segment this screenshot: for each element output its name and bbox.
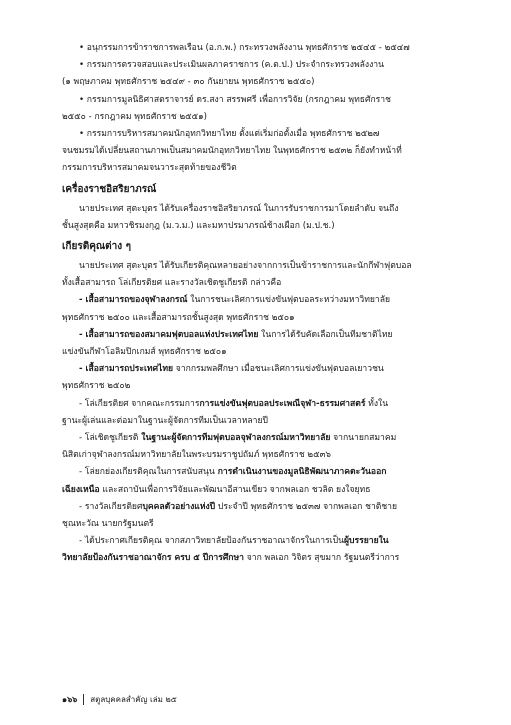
body-paragraph-line: นายประเทศ สุตะบุตร ได้รับเครื่องราชอิสริยาภรณ์ ในการรับราชการมาโดยลำดับ จนถึง [79,203,399,214]
body-paragraph-line: - ได้ประกาศเกียรติคุณ จากสภาวิทยาลัยป้องกันราชอาณาจักรในการเป็นผู้บรรยายใน [79,536,389,547]
body-paragraph-line: - เสื้อสามารถของจุฬาลงกรณ์ ในการชนะเลิศการแข่งขันฟุตบอลระหว่างมหาวิทยาลัย [79,295,391,306]
page-footer [62,693,472,706]
section-heading: เกียรติคุณต่าง ๆ [62,241,132,253]
body-paragraph-line: ชั้นสูงสุดคือ มหาวชิรมงกุฎ (ม.ว.ม.) และมหาปรมาภรณ์ช้างเผือก (ม.ป.ช.) [62,220,335,231]
body-paragraph-line: • กรรมการมูลนิธิศาสตราจารย์ ดร.สงา สรรพศรี เพื่อการวิจัย (กรกฎาคม พุทธศักราช [79,94,391,105]
body-paragraph-line: - โล่เชิดชูเกียรติ ในฐานะผู้จัดการทีมฟุตบอลจุฬาลงกรณ์มหาวิทยาลัย จากนายกสมาคม [79,433,397,444]
body-paragraph-line: • กรรมการตรวจสอบและประเมินผลภาคราชการ (ค.ต.ป.) ประจำกระทรวงพลังงาน [79,60,384,71]
body-paragraph-line: เฉียงเหนือ และสถาบันเพื่อการวิจัยและพัฒนาอีสานเขียว จากพลเอก ชวลิต ยงใจยุทธ [62,484,371,495]
body-paragraph-line: - โล่ยกย่องเกียรติคุณในการสนับสนุน การดำเนินงานของมูลนิธิพัฒนาภาคตะวันออก [79,467,387,478]
page-body [62,40,472,568]
body-paragraph-line: นิสิตเก่าจุฬาลงกรณ์มหาวิทยาลัยในพระบรมราชูปถัมภ์ พุทธศักราช ๒๕๓๖ [62,450,331,461]
body-paragraph-line: - รางวัลเกียรติยศบุคคลตัวอย่างแห่งปี ประจำปี พุทธศักราช ๒๕๓๗ จากพลเอก ชาติชาย [79,501,398,512]
body-paragraph-line: - เสื้อสามารถประเทศไทย จากกรมพลศึกษา เมื่อชนะเลิศการแข่งขันฟุตบอลเยาวชน [79,364,384,375]
body-paragraph-line: ชุณหะวัณ นายกรัฐมนตรี [62,519,154,530]
body-paragraph-line: - โล่เกียรติยศ จากคณะกรรมการการแข่งขันฟุตบอลประเพณีจุฬา-ธรรมศาสตร์ ทั้งใน [79,398,389,409]
body-paragraph-line: - เสื้อสามารถของสมาคมฟุตบอลแห่งประเทศไทย ในการได้รับคัดเลือกเป็นทีมชาติไทย [79,329,393,340]
body-paragraph-line: จนชมรมได้เปลี่ยนสถานภาพเป็นสมาคมนักอุทกวิทยาไทย ในพุทธศักราช ๒๕๓๒ ก็ยังทำหน้าที่ [62,146,402,157]
body-paragraph-line: • อนุกรรมการข้าราชการพลเรือน (อ.ก.พ.) กระทรวงพลังงาน พุทธศักราช ๒๕๔๕ - ๒๕๔๗ [79,43,410,53]
body-paragraph-line: ทั้งเสื้อสามารถ โล่เกียรติยศ และรางวัลเชิดชูเกียรติ กล่าวคือ [62,278,282,289]
body-paragraph-line: พุทธศักราช ๒๕๐๒ [62,381,131,392]
body-paragraph-line: วิทยาลัยป้องกันราชอาณาจักร ครบ ๕ ปีการศึกษา จาก พลเอก วิจิตร สุขมาก รัฐมนตรีว่าการ [62,553,400,564]
book-title: สตูลบุคคลสำคัญ เล่ม ๒๕ [90,695,177,704]
page-number: ๑๖๖ [62,695,78,704]
body-paragraph-line: กรรมการบริหารสมาคมจนวาระสุดท้ายของชีวิต [62,163,237,174]
footer-divider [83,694,84,705]
body-paragraph-line: (๑ พฤษภาคม พุทธศักราช ๒๕๔๙ - ๓๐ กันยายน พุทธศักราช ๒๕๕๐) [62,77,315,88]
body-paragraph-line: ฐานะผู้เล่นและต่อมาในฐานะผู้จัดการทีมเป็นเวลาหลายปี [62,415,268,426]
body-paragraph-line: นายประเทศ สุตะบุตร ได้รับเกียรติคุณหลายอย่างจากการเป็นข้าราชการและนักกีฬาฟุตบอล [79,261,412,272]
body-paragraph-line: ๒๕๕๐ - กรกฎาคม พุทธศักราช ๒๕๕๑) [62,111,207,122]
body-paragraph-line: แข่งขันกีฬาโอลิมปิกเกมส์ พุทธศักราช ๒๕๐๑ [62,347,227,358]
section-heading: เครื่องราชอิสริยาภรณ์ [62,183,157,195]
body-paragraph-line: • กรรมการบริหารสมาคมนักอุทกวิทยาไทย ตั้งแต่เริ่มก่อตั้งเมื่อ พุทธศักราช ๒๕๒๗ [79,129,380,140]
body-paragraph-line: พุทธศักราช ๒๕๐๐ และเสื้อสามารถชั้นสูงสุด พุทธศักราช ๒๕๐๑ [62,312,295,323]
